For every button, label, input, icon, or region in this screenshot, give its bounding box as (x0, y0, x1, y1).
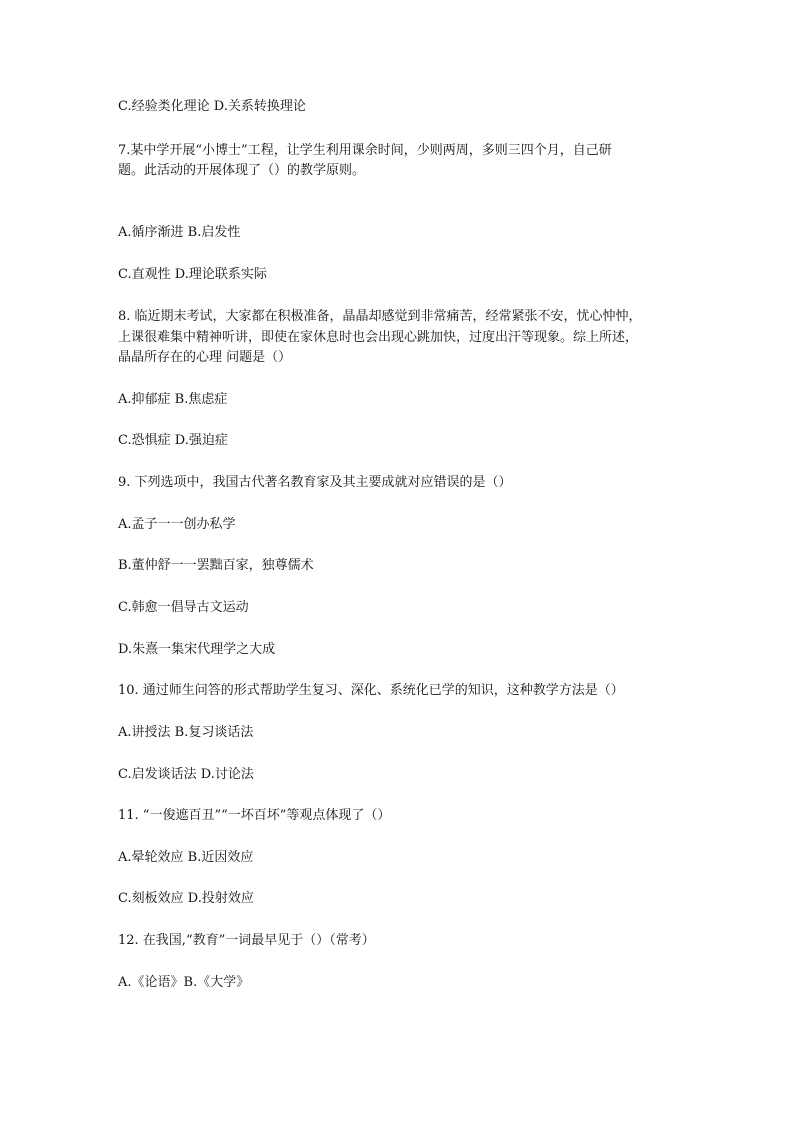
option-line-c-d-q10: C.启发谈话法 D.讨论法 (118, 767, 254, 782)
option-line-c-d-q7: C.直观性 D.理论联系实际 (118, 267, 267, 282)
question-8-line-1: 8. 临近期末考试，大家都在积极准备，晶晶却感觉到非常痛苦，经常紧张不安，忧心忡忡， (118, 309, 642, 324)
option-c-q9: C.韩愈一倡导古文运动 (118, 600, 249, 615)
question-10: 10. 通过师生问答的形式帮助学生复习、深化、系统化已学的知识，这种教学方法是（） (118, 683, 624, 698)
option-b-q9: B.董仲舒一一罢黜百家，独尊儒术 (118, 558, 314, 573)
question-7-line-2: 题。此活动的开展体现了（）的教学原则。 (118, 163, 366, 178)
option-line-a-b-q8: A.抑郁症 B.焦虑症 (118, 392, 228, 407)
question-7-line-1: 7.某中学开展“小博士”工程，让学生利用课余时间，少则两周，多则三四个月，自己研 (118, 143, 612, 158)
question-8-line-2: 上课很难集中精神听讲，即使在家休息时也会出现心跳加快，过度出汗等现象。综上所述， (118, 330, 639, 345)
question-8-line-3: 晶晶所存在的心理 问题是（） (118, 350, 292, 365)
option-d-q9: D.朱熹一集宋代理学之大成 (118, 642, 276, 657)
option-line-a-b-q12: A.《论语》B.《大学》 (118, 975, 250, 990)
option-line-c-d-q11: C.刻板效应 D.投射效应 (118, 891, 254, 906)
option-line-a-b-q11: A.晕轮效应 B.近因效应 (118, 850, 254, 865)
question-9: 9. 下列选项中，我国古代著名教育家及其主要成就对应错误的是（） (118, 475, 512, 490)
option-line-c-d-q8: C.恐惧症 D.强迫症 (118, 433, 228, 448)
option-line-c-d-q6: C.经验类化理论 D.关系转换理论 (118, 99, 306, 114)
question-11: 11. “一俊遮百丑”“一坏百坏”等观点体现了（） (118, 808, 391, 823)
option-line-a-b-q7: A.循序渐进 B.启发性 (118, 225, 241, 240)
option-a-q9: A.孟子一一创办私学 (118, 517, 236, 532)
option-line-a-b-q10: A.讲授法 B.复习谈话法 (118, 725, 254, 740)
question-12: 12. 在我国,“教育”一词最早见于（）（常考） (118, 933, 375, 948)
